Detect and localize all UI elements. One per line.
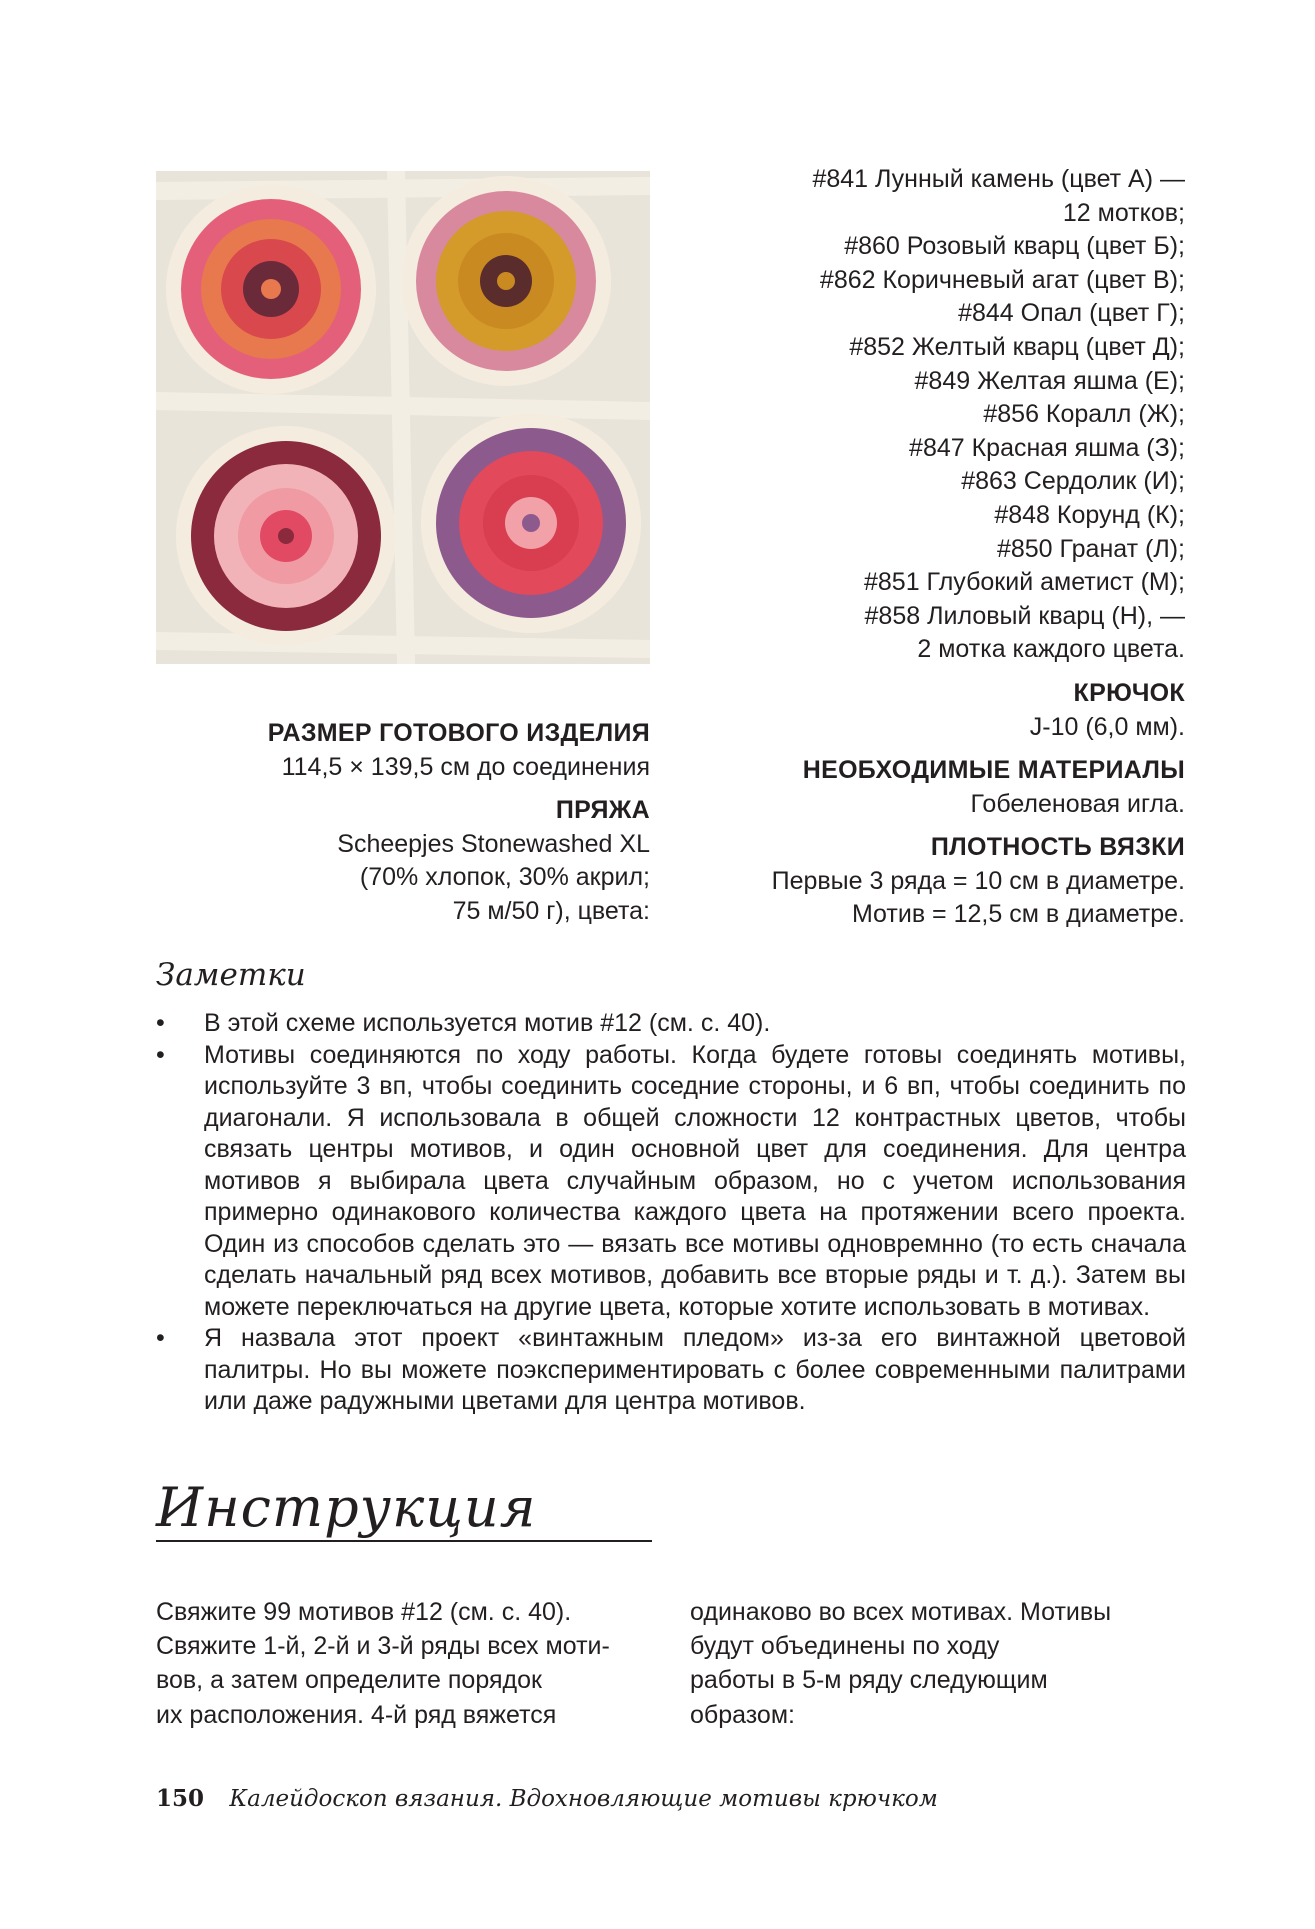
crochet-motifs-image	[156, 171, 650, 664]
yarn-color-line: #862 Коричневый агат (цвет В);	[819, 265, 1185, 294]
hook-heading: КРЮЧОК	[1073, 678, 1185, 707]
yarn-color-line: #847 Красная яшма (З);	[909, 433, 1185, 462]
yarn-color-line: 12 мотков;	[1062, 198, 1185, 227]
gauge-line: Первые 3 ряда = 10 см в диаметре.	[771, 866, 1185, 895]
crochet-motifs-photo	[156, 171, 650, 664]
yarn-color-line: #860 Розовый кварц (цвет Б);	[844, 232, 1185, 261]
instruction-line: образом:	[690, 1700, 795, 1729]
instruction-line: Свяжите 1-й, 2-й и 3-й ряды всех моти-	[156, 1632, 610, 1661]
notes-list	[156, 1008, 1186, 1418]
yarn-color-line: #841 Лунный камень (цвет А) —	[812, 165, 1185, 193]
hook-value: J-10 (6,0 мм).	[1029, 712, 1185, 741]
instruction-line: их расположения. 4-й ряд вяжется	[156, 1700, 557, 1729]
book-title: Калейдоскоп вязания. Вдохновляющие мотивы крючком	[229, 1786, 938, 1812]
yarn-line: 75 м/50 г), цвета:	[452, 896, 650, 925]
page-number: 150	[156, 1785, 205, 1812]
note-item: • Я назвала этот проект «винтажным пледом» из-за его винтажной цветовой палитры. Но вы можете поэкспериментировать с более современными палитрами или даже радужными цветами для центра мотивов.	[156, 1323, 1186, 1418]
instructions-title: Инструкция	[156, 1476, 537, 1539]
yarn-color-line: 2 мотка каждого цвета.	[917, 635, 1185, 664]
note-item: • Мотивы соединяются по ходу работы. Когда будете готовы соединять мотивы, используйте 3 вп, чтобы соединить соседние стороны, и 6 вп, чтобы соединить по диагонали. Я использовала в общей сложности 12 контрастных цветов, чтобы связать центры мотивов, и один основной цвет для соединения. Для центра мотивов я выбирала цвета случайным образом, но с учетом использования примерно одинакового количества каждого цвета на протяжении всего проекта. Один из способов сделать это — вязать все мотивы одновремнно (то есть сначала сделать начальный ряд всех мотивов, добавить все вторые ряды и т. д.). Затем вы можете переключаться на другие цвета, которые хотите использовать в мотивах.	[156, 1040, 1186, 1324]
yarn-color-line: #851 Глубокий аметист (М);	[864, 568, 1185, 597]
instructions-column-1	[156, 1595, 656, 1732]
page-footer	[156, 1785, 938, 1812]
yarn-color-line: #850 Гранат (Л);	[996, 534, 1185, 563]
instruction-line: Свяжите 99 мотивов #12 (см. с. 40).	[156, 1598, 572, 1626]
yarn-line: (70% хлопок, 30% акрил;	[359, 863, 650, 892]
title-underline	[156, 1540, 652, 1542]
gauge-line: Мотив = 12,5 см в диаметре.	[851, 900, 1185, 929]
instruction-line: работы в 5-м ряду следующим	[690, 1666, 1048, 1695]
size-heading: РАЗМЕР ГОТОВОГО ИЗДЕЛИЯ	[267, 719, 650, 747]
note-item: • В этой схеме используется мотив #12 (см. с. 40).	[156, 1008, 1186, 1040]
yarn-color-line: #858 Лиловый кварц (Н), —	[864, 601, 1185, 630]
instruction-line: одинаково во всех мотивах. Мотивы	[690, 1598, 1112, 1626]
yarn-color-line: #849 Желтая яшма (Е);	[914, 366, 1185, 395]
yarn-color-line: #852 Желтый кварц (цвет Д);	[849, 332, 1185, 361]
yarn-heading: ПРЯЖА	[555, 796, 650, 825]
yarn-color-line: #863 Сердолик (И);	[961, 467, 1185, 496]
materials-heading: НЕОБХОДИМЫЕ МАТЕРИАЛЫ	[802, 756, 1185, 785]
yarn-color-line: #844 Опал (цвет Г);	[958, 299, 1185, 328]
notes-title: Заметки	[156, 957, 306, 993]
yarn-color-line: #856 Коралл (Ж);	[983, 400, 1185, 429]
yarn-color-line: #848 Корунд (К);	[994, 500, 1185, 529]
materials-value: Гобеленовая игла.	[970, 789, 1185, 818]
instruction-line: вов, а затем определите порядок	[156, 1666, 542, 1695]
instruction-line: будут объединены по ходу	[690, 1632, 1000, 1661]
yarn-line: Scheepjes Stonewashed XL	[337, 829, 650, 858]
gauge-heading: ПЛОТНОСТЬ ВЯЗКИ	[930, 833, 1185, 862]
instructions-column-2	[690, 1595, 1190, 1732]
materials-right-column	[625, 163, 1185, 932]
size-yarn-column	[130, 717, 650, 929]
size-value: 114,5 × 139,5 см до соединения	[281, 752, 650, 781]
